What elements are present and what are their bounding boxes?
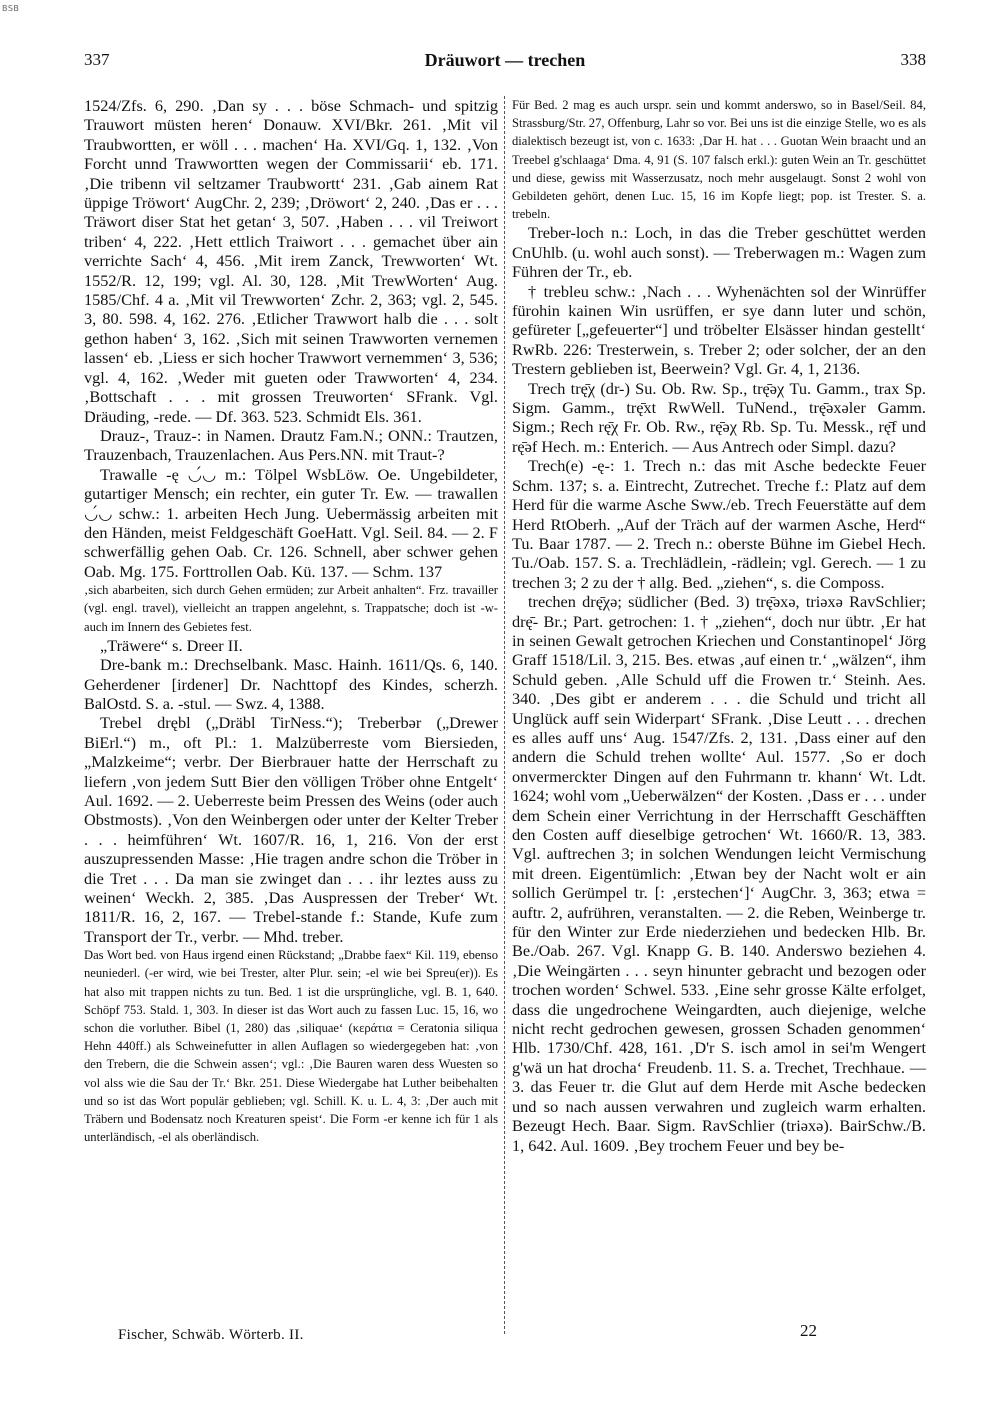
sheet-number: 22 [800,1321,817,1340]
page-number-right: 338 [900,50,926,69]
column-divider [504,96,505,1334]
etymology-note: Das Wort bed. von Haus irgend einen Rückstand; „Drabbe faex“ Kil. 119, ebenso neuniederl. (-er wird, wie bei Trester, alter Plur. sein; -el wie bei Spreu(er)). Es hat also mit trappen nichts zu tun. Bed. 1 ist die ursprüngliche, vgl. B. 1, 640. Schöpf 753. Stald. 1, 303. In dieser ist das Wort auch zu fassen Luc. 15, 16, wo schon die vorluther. Bibel (1, 280) das ‚siliquae‘ (κεράτια = Ceratonia siliqua Hehn 440ff.) als Schweinefutter in allen Auflagen so wiedergegeben hat: ‚von den Trebern, die die Schwein assen‘; vgl.: ‚Die Bauren waren dess Wuesten so vol alss wie die Sau der Tr.‘ Bkr. 251. Diese Wiedergabe hat Luther beibehalten und so ist das Wort populär geblieben; vgl. Schill. K. u. L. 4, 3: ‚Der auch mit Träbern und Bodensatz noch Kreaturen speist‘. Die Form -er kenne ich für 1 als unterländisch, -el als oberländisch. [84,948,498,1145]
library-mark: BSB [2,4,20,13]
entry-treber-loch: Treber-loch n.: Loch, in das die Treber geschüttet werden CnUhlb. (u. wohl auch sonst). — Treberwagen m.: Wagen zum Führen der Tr., eb. [512,223,926,282]
entry-trechen: trechen drę̄χə; südlicher (Bed. 3) trę̄əxə, triəxə RavSchlier; drę̄- Br.; Part. getrochen: 1. † „ziehen“, doch nur übtr. ‚Er hat in seinen Gewalt getrochen Kriechen und Constantinopel‘ Jörg Graff 1518/Lil. 3, 215. Bes. etwas ‚auf einen tr.‘ „wälzen“, ihm Schuld geben. ‚Alle Schuld uff die Frowen tr.‘ Steinh. Aes. 340. ‚Des gibt er anderem . . . die Schuld und tricht all Unglück auff sein Widerpart‘ SFrank. ‚Dise Leutt . . . drechen es alles auff uns‘ Aug. 1547/Zfs. 2, 131. ‚Dass einer auf den andern die Schuld trehen wollte‘ Aul. 1577. ‚So er doch onvermerckter Dingen auf den Fuhrmann tr. khann‘ Wt. Ldt. 1624; wohl vom „Ueberwälzen“ der Kosten. ‚Dass er . . . under dem Schein einer Verrichtung in der Herrschafft Geschäfften den Costen auff dieselbige getrochen‘ Wt. 1660/R. 13, 383. Vgl. auftrechen 3; in solchen Wendungen leicht Vermischung mit dreen. Eigentümlich: ‚Etwan bey der Nacht wolt er ain sollich Gerümpel tr. [: ‚erstechen‘]‘ AugChr. 3, 363; etwa = auftr. 2, aufrühren, veranstalten. — 2. die Reben, Weinberge tr. für den Winter zur Erde niederziehen und bedecken Hlb. Br. Be./Oab. 267. Vgl. Knapp G. B. 140. Anderswo beziehen 4. ‚Die Weingärten . . . seyn hinunter gebracht und bezogen oder trochen worden‘ Schwel. 533. ‚Eine sehr grosse Kälte erfolget, dass die ungedrochene Weingardten, auch diejenige, welche nicht recht gedrochen gewesen, grossen Schaden genommen‘ Hlb. 1730/Chf. 428, 161. ‚D'r S. isch amol in sei'm Wengert g'wä un hat drocha‘ Freudenb. 11. S. a. Trechet, Trechhaue. — 3. das Feuer tr. die Glut auf dem Herde mit Asche bedecken und so nach aussen verwahren und zugleich warm erhalten. Bezeugt Hech. Baar. Sigm. RavSchlier (triəxə). BairSchw./B. 1, 642. Aul. 1609. ‚Bey trochem Feuer und bey be- [512,592,926,1155]
page-header [84,50,926,74]
entry-traewere: „Träwere“ s. Dreer II. [100,635,243,655]
entry-treche: Trech(e) -ę-: 1. Trech n.: das mit Asche bedeckte Feuer Schm. 137; s. a. Eintrecht, Zutrechet. Treche f.: Platz auf dem Herd für die warme Asche Sww./eb. Trech Feuerstätte auf dem Herd RtOberh. „Auf der Träch auf der warmen Asche, Herd“ Tu. Baar 1787. — 2. Trech n.: oberste Bühne im Giebel Hech. Tu./Oab. 157. S. a. Trechlädlein, -rädlein; vgl. Gerech. — 1 zu trechen 3; 2 zu der † allg. Bed. „ziehen“, s. die Composs. [512,456,926,592]
left-column [84,96,498,1147]
running-title: Dräuwort — trechen [424,50,586,70]
right-column [512,96,926,1155]
entry-dre-bank: Dre-bank m.: Drechselbank. Masc. Hainh. 1611/Qs. 6, 140. Gеherdener [irdener] Dr. Nachttopf des Kindes, scherzh. BalOstd. S. a. -stul. — Swz. 4, 1388. [84,655,498,713]
entry-trebel: Trebel drębl („Dräbl TirNess.“); Treberbər („Drewer BiErl.“) m., oft Pl.: 1. Malzüberreste vom Biersieden, „Malzkeime“; verbr. Der Bierbrauer hatte der Herrschaft zu liefern ‚von jedem Sutt Bier den völligen Tröber ohne Entgelt‘ Aul. 1692. — 2. Ueberreste beim Pressen des Weins (oder auch Obstmosts). ‚Von den Weinbergen oder unter der Kelter Treber . . . heimführen‘ Wt. 1607/R. 16, 1, 216. Von der erst auszupressenden Masse: ‚Hie tragen andre schon die Tröber in die Tret . . . Da man sie zwinget dan . . . ihr leztes auss zu weinen‘ Weckh. 2, 385. ‚Das Auspressen der Treber‘ Wt. 1811/R. 16, 2, 167. — Trebel-stande f.: Stande, Kufe zum Transport der Tr., verbr. — Mhd. treber. [84,713,498,946]
page-number-left: 337 [84,50,110,69]
footer-signature: Fischer, Schwäb. Wörterb. II. [118,1327,304,1343]
entry-trebleu: † trebleu schw.: ‚Nach . . . Wyhenächten sol der Winrüffer fürohin kainen Win usrüffen, er sye dann luter und schön, gefüreter [„gefeuerter“] und tröbelter Elsässer hindan gestellt‘ RwRb. 226: Tresterwein, s. Treber 2; oder solcher, der an den Trestern geblieben ist, Beerwein? Vgl. Gr. 4, 1, 2136. [512,281,926,379]
etymology-note: Für Bed. 2 mag es auch urspr. sein und kommt anderswo, so in Basel/Seil. 84, Strassburg/Str. 27, Offenburg, Lahr so vor. Bei uns ist die einzige Stelle, wo es als dialektisch bezeugt ist, von c. 1633: ‚Dar H. hat . . . Guotan Wein braacht und an Treebel g'schlaaga‘ Dma. 4, 91 (S. 107 falsch erkl.): guten Wein an Tr. geschüttet und diese, gewiss mit Wasserzusatz, noch mehr ausgelaugt. Sonst 2 wohl von Gebildeten gehört, denen Luc. 15, 16 im Kopfe liegt; pop. ist Trester. S. a. trebeln. [512,98,926,222]
entry-drauz: Drauz-, Trauz-: in Namen. Drautz Fam.N.; ONN.: Trautzen, Trauzenbach, Trauzenlachen. Aus Pers.NN. mit Traut-? [84,425,498,465]
entry-trech: Trech trę̄χ (dr-) Su. Ob. Rw. Sp., trę̄əχ Tu. Gamm., trax Sp. Sigm. Gamm., trę̄xt RwWell. TuNend., trę̄əxəler Gamm. Sigm.; Rech rę̄χ Fr. Ob. Rw., rę̄əχ Rb. Sp. Tu. Messk., rę̄f und rę̄əf Hech. m.: Enterich. — Aus Antrech oder Simpl. dazu? [512,378,926,456]
etymology-note: ‚sich abarbeiten, sich durch Gehen ermüden; zur Arbeit anhalten“. Frz. travailler (vgl. engl. travel), vielleicht an trappen angelehnt, s. Trappatsche; doch ist -w- auch im Innern des Gebietes fest. [84,583,498,634]
entry-paragraph: 1524/Zfs. 6, 290. ‚Dan sy . . . böse Schmach- und spitzig Trauwort müsten heren‘ Donauw. XVI/Bkr. 261. ‚Mit vil Traubwortten, er wöll . . . machen‘ Ha. XVI/Gq. 1, 132. ‚Von Forcht unnd Trawwortten wegen der Commissarii‘ eb. 171. ‚Die tribenn vil seltzamer Traubwortt‘ 231. ‚Gab ainem Rat üppige Tröwort‘ AugChr. 2, 239; ‚Dröwort‘ 2, 240. ‚Das er . . . Träwort diser Stat het getan‘ 3, 507. ‚Haben . . . vil Treiwort triben‘ 4, 222. ‚Hett ettlich Traiwort . . . gemachet über ain verrichte Sach‘ 4, 456. ‚Mit irem Zanck, Trewworten‘ Wt. 1552/R. 12, 199; vgl. Al. 30, 128. ‚Mit TrewWorten‘ Aug. 1585/Chf. 4 a. ‚Mit vil Trewworten‘ Zchr. 2, 363; vgl. 2, 545. 3, 80. 598. 4, 162. 276. ‚Etlicher Trawwort halb die . . . solt gethon haben‘ 3, 162. ‚Sich mit seinen Trawworten vernemen lassen‘ eb. ‚Liess er sich hocher Trawwort vernemmen‘ 3, 536; vgl. 4, 162. ‚Weder mit gueten oder Trawworten‘ 4, 234. ‚Bottschaft . . . mit grossen Treuworten‘ SFrank. Vgl. Dräuding, -rede. — Df. 363. 523. Schmidt Els. 361. [84,96,498,426]
entry-trawalle: Trawalle -ę ◡́◡ m.: Tölpel WsbLöw. Oe. Ungebildeter, gutartiger Mensch; ein rechter, ein guter Tr. Ew. — trawallen ◡́◡ schw.: 1. arbeiten Hech Jung. Uebermässig arbeiten mit den Händen, meist Feldgeschäft GoeHatt. Vgl. Seil. 84. — 2. F schwerfällig gehen Oab. Cr. 126. Schnell, aber schwer gehen Oab. Mg. 175. Forttrollen Oab. Kü. 137. — Schm. 137 [84,464,498,581]
